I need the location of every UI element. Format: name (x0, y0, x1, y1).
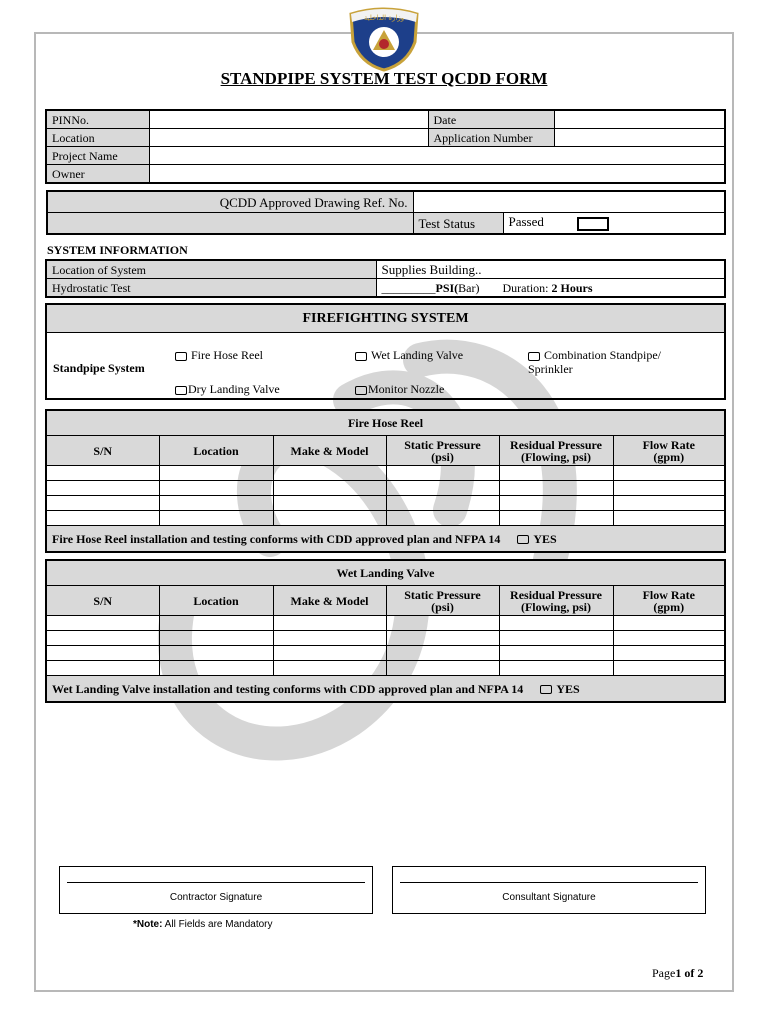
date-label: Date (428, 110, 554, 129)
contractor-signature-label: Contractor Signature (169, 892, 263, 903)
col-static-pressure (386, 586, 499, 616)
col-residual-pressure-2: (Flowing, psi) (520, 599, 591, 614)
option-wet-landing-valve[interactable] (355, 348, 463, 363)
col-flow-rate-2: (gpm) (653, 449, 685, 464)
table-cell[interactable] (499, 466, 613, 481)
status-checkbox[interactable] (577, 217, 609, 231)
table-cell[interactable] (499, 511, 613, 526)
test-status-cell (503, 213, 725, 235)
table-cell[interactable] (386, 631, 499, 646)
checkbox-icon[interactable] (528, 352, 540, 361)
table-cell[interactable] (613, 616, 725, 631)
table-cell[interactable] (613, 661, 725, 676)
table-cell[interactable] (386, 511, 499, 526)
table-cell[interactable] (273, 466, 386, 481)
table-cell[interactable] (159, 466, 273, 481)
col-static-pressure (386, 436, 499, 466)
table-row (46, 481, 725, 496)
col-location: Location (159, 436, 273, 466)
table-row (46, 661, 725, 676)
option-label: Combination Standpipe/ (544, 348, 661, 362)
table-row (46, 631, 725, 646)
table-cell[interactable] (159, 496, 273, 511)
col-sn: S/N (46, 586, 159, 616)
table-cell[interactable] (273, 511, 386, 526)
table-cell[interactable] (159, 616, 273, 631)
option-dry-landing-valve[interactable] (175, 382, 280, 397)
duration-label: Duration: (502, 280, 549, 295)
option-label: Fire Hose Reel (191, 348, 263, 362)
test-status-label: Test Status (413, 213, 503, 235)
table-cell[interactable] (386, 466, 499, 481)
table-cell[interactable] (386, 481, 499, 496)
option-combination[interactable] (528, 348, 661, 376)
firefighting-title: FIREFIGHTING SYSTEM (47, 305, 724, 333)
consultant-signature-box[interactable] (392, 866, 706, 914)
table-cell[interactable] (159, 511, 273, 526)
table-cell[interactable] (46, 466, 159, 481)
test-status-value: Passed (508, 214, 544, 230)
table-cell[interactable] (499, 481, 613, 496)
hydrostatic-cell[interactable] (376, 279, 725, 298)
table-cell[interactable] (499, 646, 613, 661)
hydro-unit-bar: Bar (458, 280, 476, 295)
col-make-model: Make & Model (273, 436, 386, 466)
signature-line (67, 882, 365, 883)
info-table (45, 109, 726, 184)
mandatory-note (133, 919, 273, 930)
option-label: Monitor Nozzle (368, 382, 445, 396)
table-cell[interactable] (499, 661, 613, 676)
table-cell[interactable] (386, 661, 499, 676)
table-cell[interactable] (46, 511, 159, 526)
col-make-model: Make & Model (273, 586, 386, 616)
table-cell[interactable] (499, 496, 613, 511)
fire-hose-yes-checkbox[interactable] (517, 535, 529, 544)
note-text: All Fields are Mandatory (162, 919, 273, 930)
checkbox-icon[interactable] (175, 352, 187, 361)
location-label: Location (46, 129, 149, 147)
page-total: 2 (697, 966, 704, 980)
col-flow-rate (613, 436, 725, 466)
checkbox-icon[interactable] (355, 386, 367, 395)
fire-hose-footer (46, 526, 725, 553)
owner-label: Owner (46, 165, 149, 184)
checkbox-icon[interactable] (355, 352, 367, 361)
drawing-ref-field[interactable] (413, 191, 725, 213)
col-flow-rate (613, 586, 725, 616)
col-flow-rate-1: Flow Rate (642, 437, 695, 452)
wet-landing-yes-checkbox[interactable] (540, 685, 552, 694)
table-cell[interactable] (159, 631, 273, 646)
application-field[interactable] (554, 129, 725, 147)
col-static-pressure-1: Static Pressure (404, 437, 481, 452)
wet-landing-table (45, 559, 726, 703)
application-label: Application Number (428, 129, 554, 147)
table-cell[interactable] (386, 496, 499, 511)
table-cell[interactable] (273, 661, 386, 676)
qcdd-table (46, 190, 726, 235)
wet-landing-footer (46, 676, 725, 703)
col-static-pressure-2: (psi) (431, 599, 454, 614)
option-label: Wet Landing Valve (371, 348, 464, 362)
hydro-unit-close: ) (475, 280, 480, 295)
col-flow-rate-1: Flow Rate (642, 587, 695, 602)
table-cell[interactable] (46, 481, 159, 496)
logo-text: وزارة الداخلية (363, 14, 405, 22)
table-row (46, 466, 725, 481)
col-residual-pressure-1: Residual Pressure (510, 437, 602, 452)
system-location-label: Location of System (46, 260, 376, 279)
table-cell[interactable] (613, 511, 725, 526)
table-cell[interactable] (613, 466, 725, 481)
table-cell[interactable] (46, 616, 159, 631)
col-static-pressure-1: Static Pressure (404, 587, 481, 602)
col-residual-pressure (499, 436, 613, 466)
col-location: Location (159, 586, 273, 616)
hydro-unit: PSI( (435, 280, 459, 295)
project-field[interactable] (149, 147, 725, 165)
contractor-signature-box[interactable] (59, 866, 373, 914)
option-label: Dry Landing Valve (188, 382, 280, 396)
note-prefix: *Note: (133, 919, 163, 930)
page-of: of (681, 966, 698, 980)
duration-value: 2 Hours (551, 280, 593, 295)
option-fire-hose-reel[interactable] (175, 348, 263, 363)
table-cell[interactable] (273, 616, 386, 631)
col-residual-pressure-2: (Flowing, psi) (520, 449, 591, 464)
table-cell[interactable] (46, 496, 159, 511)
table-cell[interactable] (613, 631, 725, 646)
col-residual-pressure (499, 586, 613, 616)
standpipe-system-label: Standpipe System (53, 361, 145, 375)
option-label-2: Sprinkler (528, 362, 573, 376)
table-row (46, 646, 725, 661)
hydrostatic-label: Hydrostatic Test (46, 279, 376, 298)
table-cell[interactable] (273, 631, 386, 646)
location-field[interactable] (149, 129, 428, 147)
page-current: 1 (675, 966, 682, 980)
drawing-ref-label: QCDD Approved Drawing Ref. No. (47, 191, 413, 213)
logo (345, 6, 423, 72)
wet-landing-title: Wet Landing Valve (46, 560, 725, 586)
table-cell[interactable] (273, 646, 386, 661)
system-info-table (45, 259, 726, 298)
table-row (46, 616, 725, 631)
system-location-value[interactable]: Supplies Building.. (376, 260, 725, 279)
table-cell[interactable] (46, 631, 159, 646)
pin-field[interactable] (149, 110, 428, 129)
option-monitor-nozzle[interactable] (355, 382, 444, 397)
table-row (46, 496, 725, 511)
wet-landing-conformance: Wet Landing Valve installation and testing conforms with CDD approved plan and NFPA 14 (52, 681, 524, 696)
table-cell[interactable] (613, 646, 725, 661)
checkbox-icon[interactable] (175, 386, 187, 395)
page-number (652, 966, 703, 981)
col-flow-rate-2: (gpm) (653, 599, 685, 614)
table-cell[interactable] (499, 631, 613, 646)
table-cell[interactable] (613, 496, 725, 511)
project-label: Project Name (46, 147, 149, 165)
pin-label: PINNo. (46, 110, 149, 129)
fire-hose-conformance: Fire Hose Reel installation and testing conforms with CDD approved plan and NFPA 14 (52, 531, 501, 546)
table-cell[interactable] (46, 646, 159, 661)
hydro-blank: _________ (381, 280, 436, 295)
table-cell[interactable] (46, 661, 159, 676)
col-static-pressure-2: (psi) (431, 449, 454, 464)
page-word: Page (652, 966, 676, 980)
table-cell[interactable] (273, 481, 386, 496)
table-row (46, 511, 725, 526)
table-cell[interactable] (386, 616, 499, 631)
date-field[interactable] (554, 110, 725, 129)
qcdd-blank-cell (47, 213, 413, 235)
table-cell[interactable] (386, 646, 499, 661)
table-cell[interactable] (273, 496, 386, 511)
table-cell[interactable] (499, 616, 613, 631)
table-cell[interactable] (159, 661, 273, 676)
consultant-signature-label: Consultant Signature (502, 892, 596, 903)
fire-hose-table (45, 409, 726, 553)
table-cell[interactable] (159, 481, 273, 496)
col-residual-pressure-1: Residual Pressure (510, 587, 602, 602)
fire-hose-title: Fire Hose Reel (46, 410, 725, 436)
table-cell[interactable] (613, 481, 725, 496)
fire-hose-yes-label: YES (533, 531, 557, 546)
wet-landing-yes-label: YES (556, 681, 580, 696)
owner-field[interactable] (149, 165, 725, 184)
form-title: STANDPIPE SYSTEM TEST QCDD FORM (220, 69, 548, 88)
table-cell[interactable] (159, 646, 273, 661)
signature-line (400, 882, 698, 883)
firefighting-section (45, 303, 726, 400)
col-sn: S/N (46, 436, 159, 466)
system-info-heading: SYSTEM INFORMATION (47, 243, 188, 257)
